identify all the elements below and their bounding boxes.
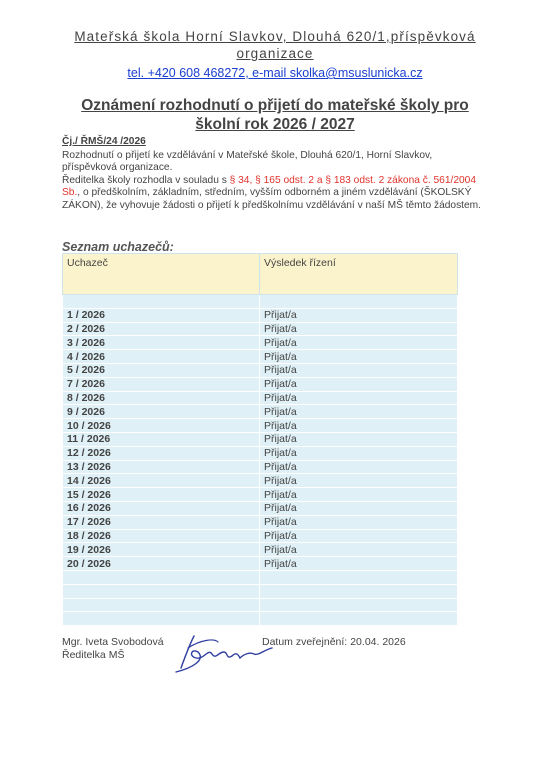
table-row	[63, 515, 458, 529]
applicant-id: 16 / 2026	[63, 501, 260, 515]
table-cell	[260, 584, 458, 598]
applicant-id: 20 / 2026	[63, 557, 260, 571]
table-row	[63, 419, 458, 433]
school-name-line1: Mateřská škola Horní Slavkov, Dlouhá 620/1,příspěvková	[74, 29, 476, 44]
decision-statement	[62, 175, 482, 213]
applicant-result: Přijat/a	[260, 460, 458, 474]
contact-phone: tel. +420 608 468272, e-mail	[127, 66, 290, 80]
document-title	[60, 96, 490, 134]
table-cell	[63, 612, 260, 626]
statement-part-b: , o předškolním, základním, středním, vyšším odborném a jiném vzdělávání (ŠKOLSKÝ ZÁKON), že vyhovuje žádosti o přijetí k předškolnímu vzdělávání v naší MŠ těmto žádostem.	[62, 187, 481, 211]
table-row	[63, 308, 458, 322]
table-row	[63, 446, 458, 460]
table-cell	[260, 598, 458, 612]
school-contact	[60, 65, 490, 81]
table-row	[63, 377, 458, 391]
column-header-applicant: Uchazeč	[63, 254, 260, 295]
applicant-result: Přijat/a	[260, 501, 458, 515]
table-row	[63, 488, 458, 502]
applicants-table	[62, 253, 458, 626]
school-header	[60, 28, 490, 81]
table-cell	[260, 612, 458, 626]
applicant-result: Přijat/a	[260, 350, 458, 364]
table-row	[63, 405, 458, 419]
table-header-row	[63, 254, 458, 295]
applicant-id: 13 / 2026	[63, 460, 260, 474]
applicant-id: 17 / 2026	[63, 515, 260, 529]
applicant-result: Přijat/a	[260, 308, 458, 322]
school-name-line2: organizace	[236, 46, 314, 61]
applicant-id: 2 / 2026	[63, 322, 260, 336]
applicant-id: 3 / 2026	[63, 336, 260, 350]
table-cell	[260, 295, 458, 309]
table-row	[63, 501, 458, 515]
applicant-result: Přijat/a	[260, 419, 458, 433]
applicant-id: 8 / 2026	[63, 391, 260, 405]
date-label: Datum zveřejnění:	[262, 636, 348, 648]
reference-number: Čj./ ŘMŠ/24 /2026	[62, 136, 146, 147]
table-row	[63, 322, 458, 336]
applicant-id: 5 / 2026	[63, 363, 260, 377]
applicant-id: 14 / 2026	[63, 474, 260, 488]
signatory-name: Mgr. Iveta Svobodová	[62, 636, 164, 648]
applicant-result: Přijat/a	[260, 432, 458, 446]
title-line1: Oznámení rozhodnutí o přijetí do mateřské školy pro	[81, 97, 469, 114]
table-row	[63, 391, 458, 405]
applicant-id: 10 / 2026	[63, 419, 260, 433]
applicant-id: 18 / 2026	[63, 529, 260, 543]
applicants-heading: Seznam uchazečů:	[62, 240, 174, 254]
legal-reference: § 34, § 165 odst. 2 a § 183 odst. 2 zákona č. 561/2004 Sb.	[62, 174, 477, 198]
table-row	[63, 350, 458, 364]
table-row	[63, 432, 458, 446]
applicant-id: 15 / 2026	[63, 488, 260, 502]
applicant-result: Přijat/a	[260, 322, 458, 336]
applicant-id: 12 / 2026	[63, 446, 260, 460]
applicants-body	[63, 295, 458, 626]
table-row	[63, 529, 458, 543]
applicant-id: 19 / 2026	[63, 543, 260, 557]
table-empty-row	[63, 584, 458, 598]
applicant-result: Přijat/a	[260, 405, 458, 419]
applicant-result: Přijat/a	[260, 543, 458, 557]
applicant-result: Přijat/a	[260, 446, 458, 460]
decision-text	[62, 136, 482, 212]
applicant-id: 1 / 2026	[63, 308, 260, 322]
table-empty-row	[63, 598, 458, 612]
contact-email-link[interactable]: skolka@msuslunicka.cz	[289, 66, 423, 80]
column-header-result: Výsledek řízení	[260, 254, 458, 295]
applicant-result: Přijat/a	[260, 488, 458, 502]
table-empty-row	[63, 570, 458, 584]
applicant-result: Přijat/a	[260, 377, 458, 391]
table-row	[63, 336, 458, 350]
table-row	[63, 474, 458, 488]
applicant-result: Přijat/a	[260, 391, 458, 405]
publication-date	[262, 636, 406, 648]
decision-intro: Rozhodnutí o přijetí ke vzdělávání v Mateřské škole, Dlouhá 620/1, Horní Slavkov, příspěvková organizace.	[62, 149, 433, 173]
table-cell	[63, 295, 260, 309]
applicant-id: 4 / 2026	[63, 350, 260, 364]
applicant-result: Přijat/a	[260, 336, 458, 350]
signatory-role: Ředitelka MŠ	[62, 649, 125, 661]
table-cell	[260, 570, 458, 584]
table-cell	[63, 598, 260, 612]
applicant-result: Přijat/a	[260, 474, 458, 488]
date-value: 20.04. 2026	[350, 636, 406, 648]
applicant-result: Přijat/a	[260, 515, 458, 529]
table-row	[63, 460, 458, 474]
table-row	[63, 543, 458, 557]
table-empty-row	[63, 612, 458, 626]
table-row	[63, 363, 458, 377]
applicant-result: Přijat/a	[260, 363, 458, 377]
table-row	[63, 557, 458, 571]
table-cell	[63, 570, 260, 584]
table-cell	[63, 584, 260, 598]
applicant-id: 11 / 2026	[63, 432, 260, 446]
applicant-id: 9 / 2026	[63, 405, 260, 419]
signatory	[62, 636, 164, 662]
table-spacer-row	[63, 295, 458, 309]
applicant-result: Přijat/a	[260, 557, 458, 571]
applicant-result: Přijat/a	[260, 529, 458, 543]
statement-part-a: Ředitelka školy rozhodla v souladu s	[62, 174, 230, 186]
title-line2: školní rok 2026 / 2027	[195, 116, 355, 133]
handwritten-signature	[172, 630, 276, 674]
applicant-id: 7 / 2026	[63, 377, 260, 391]
